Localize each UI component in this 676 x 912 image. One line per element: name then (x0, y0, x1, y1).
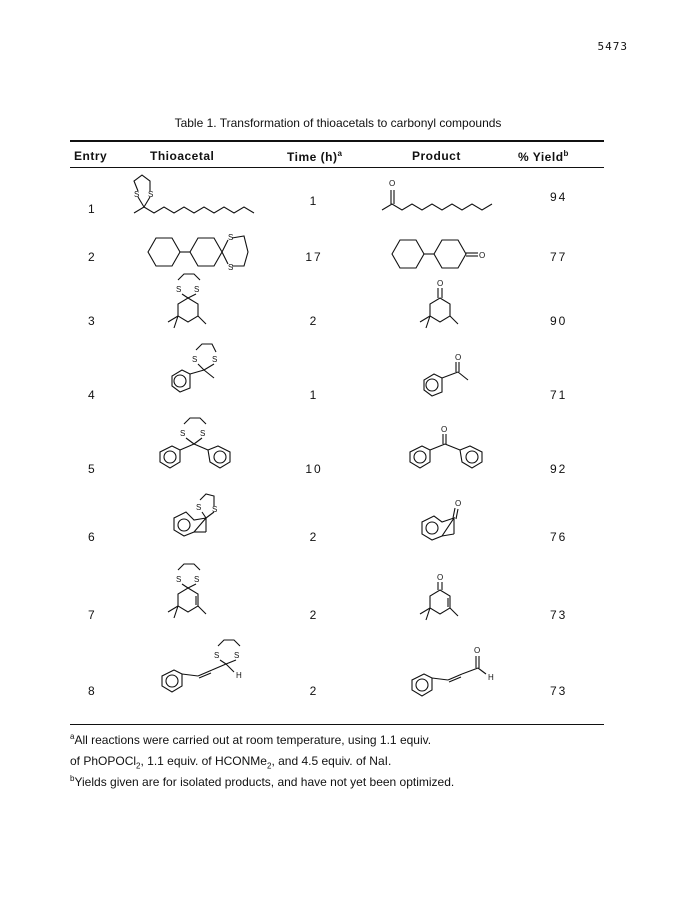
yield-value: 94 (550, 190, 568, 204)
product-structure (410, 570, 470, 628)
svg-text:S: S (176, 285, 182, 294)
svg-text:S: S (196, 503, 202, 512)
svg-text:O: O (389, 179, 396, 188)
reaction-time: 17 (305, 250, 323, 264)
thioacetal-structure (122, 173, 262, 219)
entry-number: 6 (88, 530, 97, 544)
reaction-time: 2 (309, 530, 319, 544)
svg-text:S: S (234, 651, 240, 660)
thioacetal-structure (158, 272, 218, 336)
svg-text:S: S (228, 233, 234, 242)
svg-text:O: O (479, 251, 486, 260)
svg-text:S: S (194, 575, 200, 584)
product-structure (398, 422, 492, 474)
svg-text:S: S (192, 355, 198, 364)
yield-value: 92 (550, 462, 568, 476)
svg-text:O: O (474, 646, 481, 655)
svg-text:S: S (212, 505, 218, 514)
table-row (0, 342, 676, 412)
table-row (0, 414, 676, 484)
yield-value: 76 (550, 530, 568, 544)
entry-number: 5 (88, 462, 97, 476)
product-structure (378, 176, 508, 216)
yield-value: 90 (550, 314, 568, 328)
svg-text:H: H (488, 673, 494, 682)
entry-number: 1 (88, 202, 97, 216)
thioacetal-structure (146, 636, 256, 698)
entry-number: 3 (88, 314, 97, 328)
entry-number: 7 (88, 608, 97, 622)
thioacetal-structure (140, 226, 260, 276)
product-structure (408, 352, 478, 402)
reaction-time: 1 (309, 194, 319, 208)
svg-text:S: S (228, 263, 234, 272)
svg-text:S: S (176, 575, 182, 584)
yield-value: 77 (550, 250, 568, 264)
reaction-time: 10 (305, 462, 323, 476)
product-structure (386, 232, 496, 276)
thioacetal-structure (152, 414, 242, 474)
svg-text:S: S (148, 190, 154, 199)
header-product: Product (412, 149, 461, 163)
table-row (0, 272, 676, 342)
thioacetal-structure (160, 490, 230, 548)
svg-text:O: O (437, 279, 444, 288)
table-top-rule (70, 140, 604, 142)
svg-text:S: S (194, 285, 200, 294)
svg-text:S: S (200, 429, 206, 438)
yield-value: 71 (550, 388, 568, 402)
table-bottom-rule (70, 724, 604, 725)
yield-value: 73 (550, 684, 568, 698)
svg-text:H: H (236, 671, 242, 680)
svg-text:O: O (437, 573, 444, 582)
header-entry: Entry (74, 149, 108, 163)
reaction-time: 2 (309, 314, 319, 328)
header-yield: % Yield$^b$ (518, 149, 569, 164)
table-row (0, 636, 676, 706)
product-structure (410, 278, 470, 336)
svg-text:S: S (214, 651, 220, 660)
footnote-b: $^b$Yields given are for isolated products, and have not yet been optimized. (70, 774, 455, 789)
table-caption: Table 1. Transformation of thioacetals to carbonyl compounds (174, 116, 502, 130)
thioacetal-structure (160, 342, 230, 402)
reaction-time: 1 (309, 388, 319, 402)
header-time: Time $(h)^a$ (287, 149, 343, 164)
svg-text:O: O (455, 499, 462, 508)
reaction-time: 2 (309, 684, 319, 698)
table-row (0, 490, 676, 560)
svg-text:S: S (180, 429, 186, 438)
entry-number: 4 (88, 388, 97, 402)
page-number: 5473 (597, 40, 628, 53)
entry-number: 2 (88, 250, 97, 264)
yield-value: 73 (550, 608, 568, 622)
svg-text:O: O (455, 353, 462, 362)
svg-text:S: S (134, 190, 140, 199)
product-structure (396, 640, 506, 698)
svg-text:S: S (212, 355, 218, 364)
thioacetal-structure (158, 560, 218, 626)
svg-text:O: O (441, 425, 448, 434)
header-thioacetal: Thioacetal (150, 149, 215, 163)
reaction-time: 2 (309, 608, 319, 622)
footnote-a-line1: $^a$All reactions were carried out at room temperature, using 1.1 equiv. (70, 732, 432, 747)
product-structure (408, 498, 478, 548)
table-row (0, 560, 676, 630)
entry-number: 8 (88, 684, 97, 698)
footnote-a-line2: of PhOPOCl$_2$, 1.1 equiv. of HCONMe$_2$, and 4.5 equiv. of NaI. (70, 754, 392, 771)
